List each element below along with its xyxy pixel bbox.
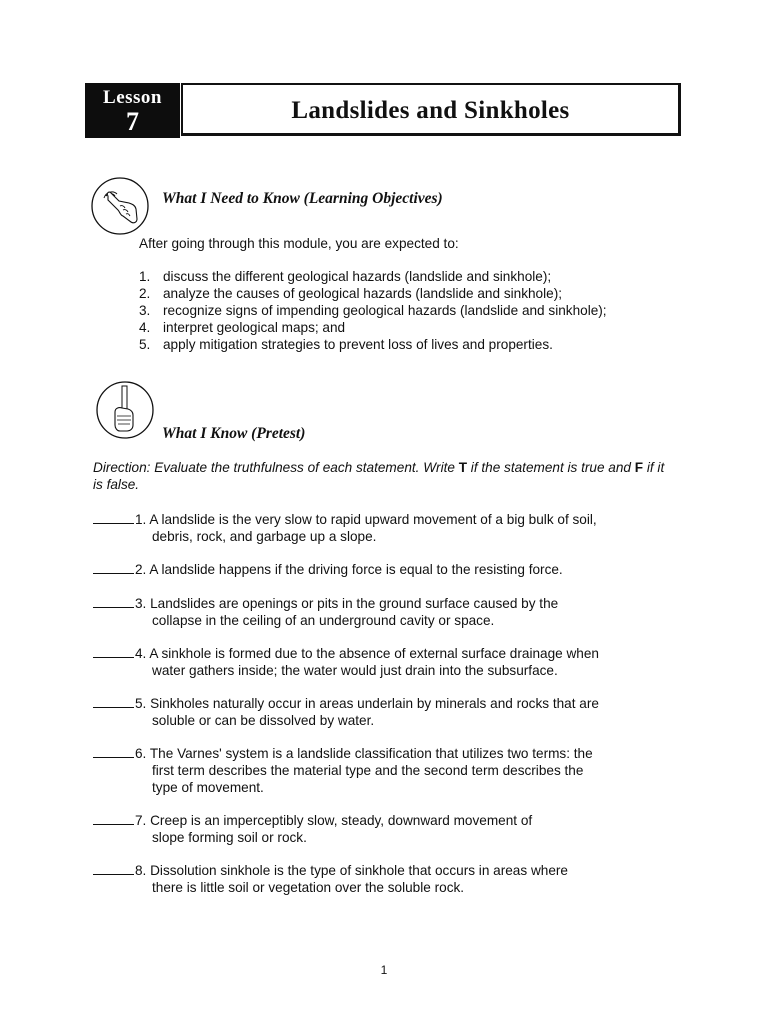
pretest-item: 3. Landslides are openings or pits in the ground surface caused by the collapse in the ceiling of an underground cavity or space.	[93, 595, 693, 629]
pretest-direction: Direction: Evaluate the truthfulness of each statement. Write T if the statement is true and F if it is false.	[93, 460, 665, 492]
pretest-heading: What I Know (Pretest)	[162, 425, 306, 442]
objectives-list	[139, 268, 607, 353]
answer-blank[interactable]	[93, 645, 134, 658]
answer-blank[interactable]	[93, 745, 134, 758]
list-item: 5. apply mitigation strategies to prevent loss of lives and properties.	[139, 337, 553, 352]
pretest-item: 1. A landslide is the very slow to rapid upward movement of a big bulk of soil, debris, rock, and garbage up a slope.	[93, 511, 693, 545]
lesson-title-box	[181, 83, 681, 136]
page-number: 1	[380, 963, 388, 977]
list-item: 1. discuss the different geological hazards (landslide and sinkhole);	[139, 269, 552, 284]
pretest-item: 6. The Varnes' system is a landslide classification that utilizes two terms: the first term describes the material type and the second term describes the type of movement.	[93, 745, 693, 796]
answer-blank[interactable]	[93, 812, 134, 825]
lesson-number: 7	[126, 107, 139, 136]
objectives-intro: After going through this module, you are expected to:	[139, 236, 459, 251]
lesson-label: Lesson	[103, 87, 162, 108]
pointing-hand-icon	[90, 176, 150, 236]
list-item: 3. recognize signs of impending geological hazards (landslide and sinkhole);	[139, 303, 607, 318]
list-item: 4. interpret geological maps; and	[139, 320, 346, 335]
answer-blank[interactable]	[93, 595, 134, 608]
answer-blank[interactable]	[93, 695, 134, 708]
lesson-title: Landslides and Sinkholes	[291, 97, 570, 124]
pretest-item: 5. Sinkholes naturally occur in areas underlain by minerals and rocks that are soluble or can be dissolved by water.	[93, 695, 693, 729]
lesson-header	[85, 83, 683, 138]
pretest-item: 7. Creep is an imperceptibly slow, steady, downward movement of slope forming soil or rock.	[93, 812, 693, 846]
pretest-item: 8. Dissolution sinkhole is the type of sinkhole that occurs in areas where there is little soil or vegetation over the soluble rock.	[93, 862, 693, 896]
hand-holding-pencil-icon	[95, 380, 155, 440]
answer-blank[interactable]	[93, 862, 134, 875]
objectives-heading: What I Need to Know (Learning Objectives)	[162, 190, 443, 207]
answer-blank[interactable]	[93, 561, 134, 574]
pretest-item: 2. A landslide happens if the driving force is equal to the resisting force.	[93, 561, 693, 578]
pretest-item: 4. A sinkhole is formed due to the absence of external surface drainage when water gathers inside; the water would just drain into the subsurface.	[93, 645, 693, 679]
list-item: 2. analyze the causes of geological hazards (landslide and sinkhole);	[139, 286, 562, 301]
answer-blank[interactable]	[93, 511, 134, 524]
lesson-number-tab	[85, 83, 180, 138]
